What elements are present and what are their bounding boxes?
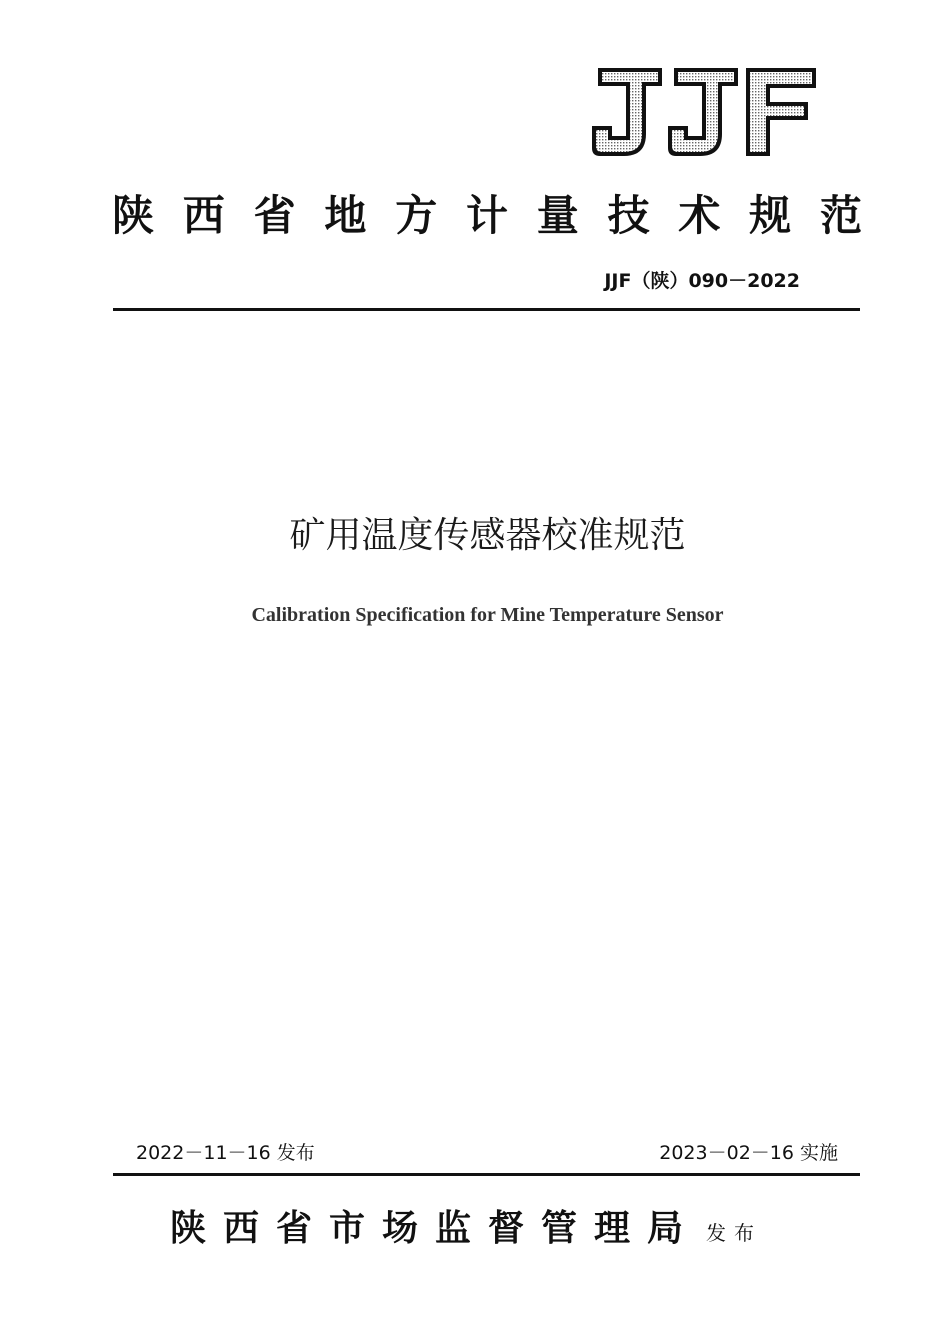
logo-letter-j2 — [668, 68, 738, 156]
standard-number: JJF（陕）090－2022 — [604, 270, 800, 292]
publish-date: 2022－11－16 发布 — [136, 1142, 315, 1164]
effective-date: 2023－02－16 实施 — [659, 1142, 838, 1164]
authority-heading: 陕西省地方计量技术规范 — [112, 191, 862, 240]
bottom-divider — [113, 1173, 860, 1176]
document-title-english: Calibration Specification for Mine Temperature Sensor — [251, 604, 724, 626]
logo-letter-f — [746, 68, 816, 156]
issuer-line — [170, 1204, 762, 1252]
jjf-logo-mark — [590, 64, 820, 160]
document-title-chinese: 矿用温度传感器校准规范 — [289, 515, 686, 556]
top-divider — [113, 308, 860, 311]
logo-letter-j1 — [592, 68, 662, 156]
issuer-name: 陕西省市场监督管理局 — [170, 1207, 701, 1249]
jjf-logo — [590, 64, 820, 160]
issuer-suffix: 发布 — [706, 1221, 763, 1245]
